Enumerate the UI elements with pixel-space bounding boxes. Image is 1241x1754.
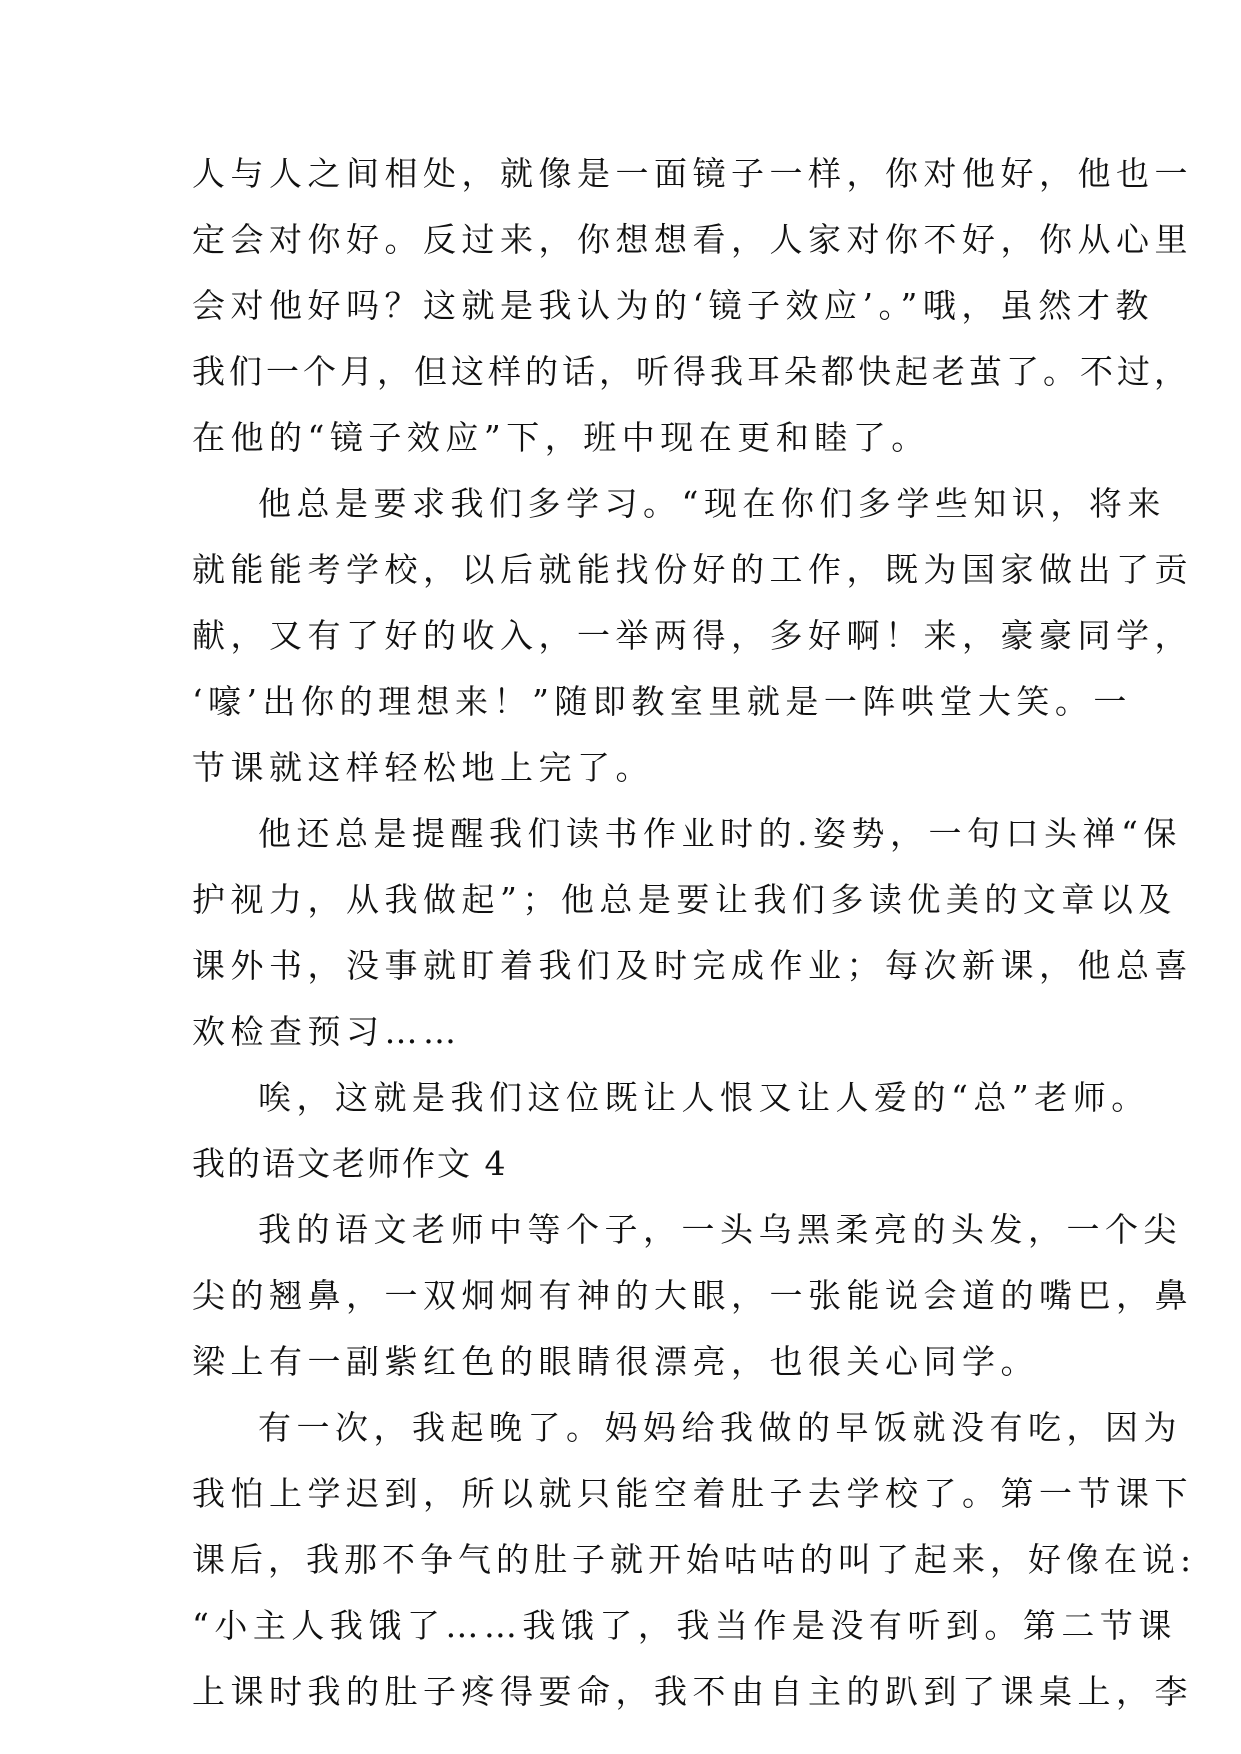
text-line: 节课就这样轻松地上完了。 (192, 748, 654, 787)
text-line: ‘嚎’出你的理想来！”随即教室里就是一阵哄堂大笑。一 (192, 682, 1132, 721)
section-heading: 我的语文老师作文 4 (192, 1144, 508, 1183)
text-line: 我怕上学迟到，所以就只能空着肚子去学校了。第一节课下 (192, 1474, 1193, 1513)
text-line: 献，又有了好的收入，一举两得，多好啊！来，豪豪同学， (192, 616, 1193, 655)
text-line: 会对他好吗？这就是我认为的‘镜子效应’。”哦，虽然才教 (192, 286, 1154, 325)
text-line: 课外书，没事就盯着我们及时完成作业；每次新课，他总喜 (192, 946, 1193, 985)
text-line: 梁上有一副紫红色的眼睛很漂亮，也很关心同学。 (192, 1342, 1039, 1381)
text-line: 上课时我的肚子疼得要命，我不由自主的趴到了课桌上，李 (192, 1672, 1193, 1711)
text-line: 我们一个月，但这样的话，听得我耳朵都快起老茧了。不过， (192, 352, 1191, 391)
paragraph-start: 我的语文老师中等个子，一头乌黑柔亮的头发，一个尖 (258, 1210, 1182, 1249)
paragraph-start: 有一次，我起晚了。妈妈给我做的早饭就没有吃，因为 (258, 1408, 1182, 1447)
text-line: 人与人之间相处，就像是一面镜子一样，你对他好，他也一 (192, 154, 1193, 193)
paragraph-start: 唉，这就是我们这位既让人恨又让人爱的“总”老师。 (258, 1078, 1150, 1117)
text-line: 欢检查预习…… (192, 1012, 462, 1051)
text-line: 定会对你好。反过来，你想想看，人家对你不好，你从心里 (192, 220, 1193, 259)
text-line: 就能能考学校，以后就能找份好的工作，既为国家做出了贡 (192, 550, 1193, 589)
text-line: “小主人我饿了……我饿了，我当作是没有听到。第二节课 (192, 1606, 1177, 1645)
text-line: 尖的翘鼻，一双炯炯有神的大眼，一张能说会道的嘴巴，鼻 (192, 1276, 1193, 1315)
paragraph-start: 他还总是提醒我们读书作业时的.姿势，一句口头禅“保 (258, 814, 1182, 853)
text-line: 护视力，从我做起”；他总是要让我们多读优美的文章以及 (192, 880, 1177, 919)
paragraph-start: 他总是要求我们多学习。“现在你们多学些知识，将来 (258, 484, 1166, 523)
text-line: 在他的“镜子效应”下，班中现在更和睦了。 (192, 418, 930, 457)
text-line: 课后，我那不争气的肚子就开始咕咕的叫了起来，好像在说: (192, 1540, 1197, 1579)
